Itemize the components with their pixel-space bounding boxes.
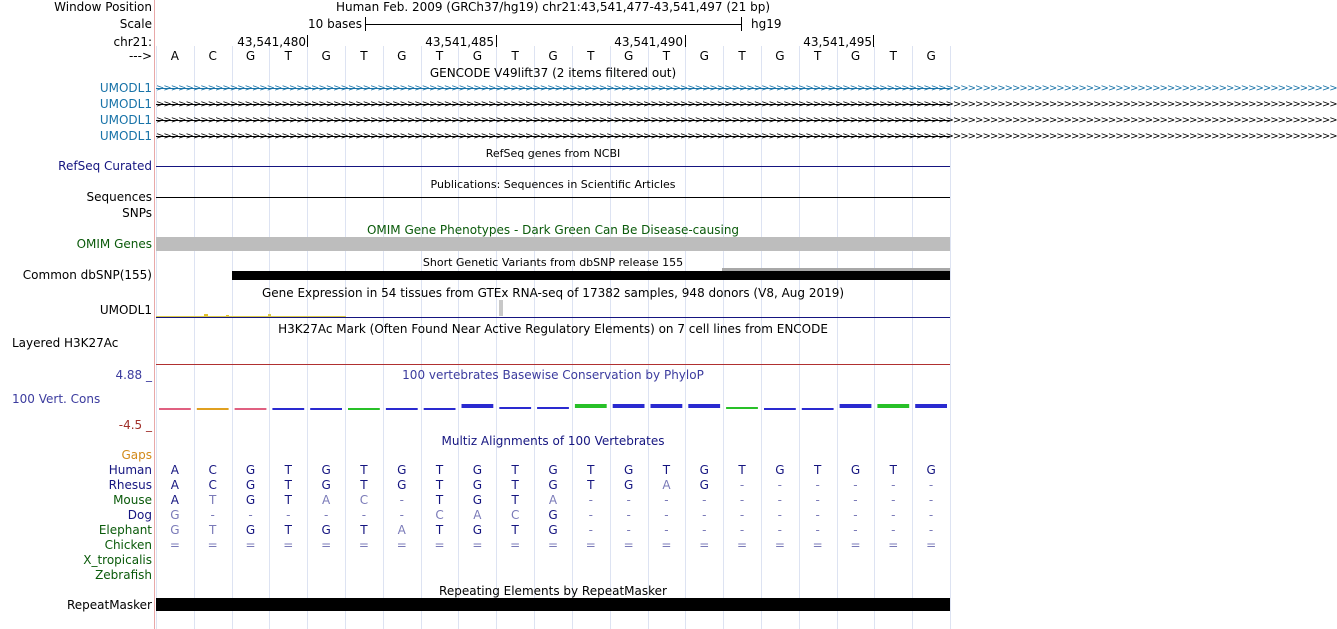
conservation-track-title[interactable]: 100 vertebrates Basewise Conservation by PhyloP: [402, 368, 704, 382]
alignment-base: -: [815, 493, 820, 507]
multiz-track-title[interactable]: Multiz Alignments of 100 Vertebrates: [441, 434, 665, 448]
alignment-base: -: [739, 493, 745, 507]
dbsnp-variant-bar[interactable]: [232, 271, 950, 280]
alignment-base: =: [661, 538, 672, 552]
alignment-base: T: [284, 493, 292, 507]
alignment-base: T: [360, 523, 368, 537]
alignment-base: =: [850, 538, 861, 552]
publications-track-title[interactable]: Publications: Sequences in Scientific Articles: [430, 178, 676, 191]
position-tick-mark: [873, 35, 874, 47]
alignment-base: T: [587, 478, 595, 492]
h3k27ac-track-title[interactable]: H3K27Ac Mark (Often Found Near Active Regulatory Elements) on 7 cell lines from ENCODE: [278, 322, 828, 336]
alignment-base: =: [510, 538, 521, 552]
omim-gene-bar[interactable]: [156, 237, 950, 251]
alignment-base: G: [245, 493, 256, 507]
alignment-base: =: [434, 538, 445, 552]
dbsnp-track-title[interactable]: Short Genetic Variants from dbSNP release 155: [422, 256, 684, 269]
alignment-base: G: [623, 478, 634, 492]
cons-max-label: 4.88 _: [115, 368, 152, 382]
alignment-base: -: [739, 508, 745, 522]
alignment-base: G: [775, 463, 785, 477]
species-label-x-tropicalis[interactable]: X_tropicalis: [83, 553, 152, 567]
conservation-score-bar: [877, 404, 909, 408]
dbsnp-track-label[interactable]: Common dbSNP(155): [22, 268, 152, 282]
alignment-base: -: [702, 493, 707, 507]
conservation-score-bar: [726, 407, 758, 409]
alignment-base: =: [888, 538, 899, 552]
alignment-base: -: [588, 508, 593, 522]
conservation-track-label[interactable]: 100 Vert. Cons: [12, 392, 101, 406]
reference-base: G: [699, 49, 709, 63]
species-label-mouse[interactable]: Mouse: [113, 493, 152, 507]
alignment-base: =: [169, 538, 180, 552]
alignment-base: -: [777, 478, 783, 492]
reference-base: T: [813, 49, 822, 63]
alignment-base: G: [472, 493, 483, 507]
reference-base: T: [738, 49, 746, 63]
alignment-base: -: [588, 493, 593, 507]
alignment-base: -: [739, 523, 745, 537]
alignment-base: G: [397, 478, 407, 492]
refseq-gene-line[interactable]: [156, 166, 950, 167]
reference-base: G: [926, 49, 936, 63]
alignment-base: -: [777, 508, 783, 522]
alignment-base: T: [360, 478, 368, 492]
reference-base: G: [775, 49, 785, 63]
gencode-gene-label[interactable]: UMODL1: [99, 81, 152, 95]
alignment-base: T: [662, 463, 671, 477]
species-label-zebrafish[interactable]: Zebrafish: [95, 568, 152, 582]
alignment-base: A: [322, 493, 331, 507]
chrom-label: chr21:: [113, 35, 152, 49]
alignment-base: -: [664, 508, 669, 522]
alignment-base: G: [850, 463, 861, 477]
alignment-base: -: [739, 478, 745, 492]
conservation-plot[interactable]: [156, 398, 950, 416]
alignment-base: T: [435, 478, 444, 492]
alignment-base: T: [889, 463, 897, 477]
alignment-base: G: [472, 523, 483, 537]
gencode-strand-arrows[interactable]: >>>>>>>>>>>>>>>>>>>>>>>>>>>>>>>>>>>>>>>>>>>>>>>>>>>>>>>>>>>>>>>>>>>>>>>>>>>>>>>>>>>>>>>>>>>>>>>>>>>>>>>>>>>>>>>>>>>>>>>>>>>>>>>>>>>>>>>>>>>>>>>>>>>>>>>>>>>>>>>>: [156, 115, 1337, 126]
conservation-score-bar: [424, 408, 456, 410]
alignment-base: T: [435, 463, 444, 477]
alignment-base: G: [245, 523, 256, 537]
alignment-base: G: [548, 523, 558, 537]
position-tick: 43,541,490: [614, 35, 683, 49]
refseq-track-title[interactable]: RefSeq genes from NCBI: [485, 147, 621, 160]
reference-base: T: [284, 49, 292, 63]
alignment-base: -: [626, 493, 631, 507]
alignment-base: A: [170, 493, 179, 507]
conservation-score-bar: [575, 404, 607, 408]
alignment-base: A: [473, 508, 482, 522]
alignment-base: -: [702, 508, 707, 522]
h3k27ac-baseline: [156, 364, 950, 365]
alignment-base: -: [626, 523, 631, 537]
omim-track-title[interactable]: OMIM Gene Phenotypes - Dark Green Can Be Disease-causing: [366, 223, 740, 237]
alignment-base: A: [170, 478, 179, 492]
alignment-base: -: [928, 508, 934, 522]
alignment-base: =: [283, 538, 294, 552]
alignment-base: =: [585, 538, 596, 552]
alignment-base: -: [399, 508, 404, 522]
position-tick-mark: [685, 35, 686, 47]
alignment-base: T: [209, 523, 217, 537]
alignment-base: G: [321, 523, 331, 537]
alignment-base: G: [245, 463, 256, 477]
alignment-base: =: [358, 538, 369, 552]
alignment-base: G: [548, 478, 558, 492]
alignment-base: -: [777, 493, 783, 507]
window-position-label: Window Position: [54, 0, 152, 14]
alignment-base: =: [472, 538, 483, 552]
gencode-strand-arrows[interactable]: >>>>>>>>>>>>>>>>>>>>>>>>>>>>>>>>>>>>>>>>>>>>>>>>>>>>>>>>>>>>>>>>>>>>>>>>>>>>>>>>>>>>>>>>>>>>>>>>>>>>>>>>>>>>>>>>>>>>>>>>>>>>>>>>>>>>>>>>>>>>>>>>>>>>>>>>>>>>>>>>: [156, 131, 1337, 142]
alignment-base: -: [815, 478, 820, 492]
reference-base: T: [587, 49, 595, 63]
alignment-base: -: [664, 493, 669, 507]
gencode-gene-label[interactable]: UMODL1: [99, 97, 152, 111]
assembly-label: hg19: [751, 17, 782, 31]
conservation-score-bar: [272, 408, 304, 410]
reference-base: G: [472, 49, 483, 63]
repeat-element-bar[interactable]: [156, 598, 950, 611]
scale-bar-right-tick: [741, 17, 742, 31]
alignment-base: T: [435, 523, 444, 537]
alignment-base: T: [587, 463, 595, 477]
alignment-base: C: [359, 493, 369, 507]
position-tick: 43,541,480: [237, 35, 306, 49]
alignment-base: -: [928, 493, 934, 507]
gencode-track-title[interactable]: GENCODE V49lift37 (2 items filtered out): [429, 66, 677, 80]
gencode-gene-label[interactable]: UMODL1: [99, 129, 152, 143]
reference-base: T: [662, 49, 671, 63]
alignment-base: G: [926, 463, 936, 477]
reference-base: G: [623, 49, 634, 63]
species-label-dog[interactable]: Dog: [127, 508, 152, 522]
position-tick: 43,541,495: [803, 35, 872, 49]
species-label-gaps[interactable]: Gaps: [121, 448, 152, 462]
alignment-base: T: [511, 463, 519, 477]
alignment-base: -: [891, 493, 896, 507]
alignment-base: A: [170, 463, 179, 477]
alignment-base: A: [548, 493, 558, 507]
alignment-base: C: [208, 478, 217, 492]
label-divider: [154, 0, 155, 629]
alignment-base: T: [284, 478, 292, 492]
alignment-base: =: [396, 538, 407, 552]
repeatmasker-track-label[interactable]: RepeatMasker: [66, 598, 152, 612]
alignment-base: -: [815, 523, 820, 537]
alignment-base: T: [511, 478, 519, 492]
conservation-score-bar: [499, 407, 531, 409]
alignment-base: =: [774, 538, 785, 552]
species-label-chicken[interactable]: Chicken: [104, 538, 152, 552]
conservation-score-bar: [651, 404, 683, 408]
alignment-base: -: [928, 478, 934, 492]
alignment-base: C: [435, 508, 444, 522]
alignment-base: G: [321, 478, 331, 492]
conservation-score-bar: [310, 408, 342, 410]
gtex-track-label[interactable]: UMODL1: [99, 303, 152, 317]
alignment-base: =: [207, 538, 218, 552]
alignment-base: G: [321, 463, 331, 477]
scale-bar: [365, 24, 742, 25]
alignment-base: C: [510, 508, 520, 522]
alignment-base: T: [738, 463, 746, 477]
alignment-base: G: [548, 463, 558, 477]
conservation-score-bar: [348, 408, 380, 410]
alignment-base: T: [284, 523, 292, 537]
alignment-base: -: [361, 508, 367, 522]
alignment-base: -: [588, 523, 593, 537]
conservation-score-bar: [386, 408, 418, 410]
reference-base: G: [548, 49, 558, 63]
alignment-base: -: [928, 523, 934, 537]
alignment-base: A: [397, 523, 406, 537]
alignment-base: -: [626, 508, 631, 522]
alignment-base: A: [662, 478, 671, 492]
cons-min-label: -4.5 _: [118, 418, 152, 432]
gtex-track-title[interactable]: Gene Expression in 54 tissues from GTEx RNA-seq of 17382 samples, 948 donors (V8, Aug 2019): [261, 286, 845, 300]
alignment-base: =: [547, 538, 559, 552]
alignment-base: -: [286, 508, 291, 522]
conservation-score-bar: [764, 408, 796, 410]
reference-base: A: [170, 49, 179, 63]
alignment-base: T: [360, 463, 368, 477]
reference-base: G: [321, 49, 331, 63]
species-label-elephant[interactable]: Elephant: [98, 523, 152, 537]
conservation-score-bar: [462, 404, 494, 408]
sequences-track-label[interactable]: Sequences: [86, 190, 152, 204]
alignment-base: =: [321, 538, 332, 552]
alignment-base: T: [209, 493, 217, 507]
alignment-base: =: [699, 538, 710, 552]
conservation-score-bar: [159, 408, 191, 410]
gencode-strand-arrows[interactable]: >>>>>>>>>>>>>>>>>>>>>>>>>>>>>>>>>>>>>>>>>>>>>>>>>>>>>>>>>>>>>>>>>>>>>>>>>>>>>>>>>>>>>>>>>>>>>>>>>>>>>>>>>>>>>>>>>>>>>>>>>>>>>>>>>>>>>>>>>>>>>>>>>>>>>>>>>>>>>>>>: [156, 99, 1337, 110]
alignment-base: -: [891, 508, 896, 522]
alignment-base: G: [699, 463, 709, 477]
reference-base: G: [397, 49, 407, 63]
scale-left-text: 10 bases: [308, 17, 362, 31]
conservation-score-bar: [235, 408, 267, 410]
alignment-base: T: [511, 523, 519, 537]
alignment-base: G: [472, 463, 483, 477]
alignment-base: =: [245, 538, 256, 552]
conservation-score-bar: [537, 407, 569, 409]
alignment-base: G: [170, 523, 180, 537]
reference-base: G: [245, 49, 256, 63]
conservation-score-bar: [688, 404, 720, 408]
reference-base: G: [850, 49, 861, 63]
publications-line[interactable]: [156, 197, 950, 198]
alignment-base: G: [472, 478, 483, 492]
alignment-base: -: [891, 478, 896, 492]
species-label-rhesus[interactable]: Rhesus: [108, 478, 152, 492]
alignment-base: =: [812, 538, 823, 552]
alignment-base: T: [813, 463, 822, 477]
reference-base: T: [435, 49, 444, 63]
alignment-base: -: [891, 523, 896, 537]
alignment-base: =: [926, 538, 937, 552]
alignment-base: -: [853, 523, 858, 537]
alignment-base: -: [702, 523, 707, 537]
conservation-score-bar: [197, 408, 229, 410]
alignment-base: T: [435, 493, 444, 507]
conservation-score-bar: [613, 404, 645, 408]
window-position-text: Human Feb. 2009 (GRCh37/hg19) chr21:43,541,477-43,541,497 (21 bp): [335, 0, 770, 14]
h3k27ac-track-label[interactable]: Layered H3K27Ac: [12, 336, 119, 350]
alignment-base: -: [815, 508, 820, 522]
reference-base: T: [360, 49, 368, 63]
position-tick-mark: [307, 35, 308, 47]
alignment-base: G: [397, 463, 407, 477]
alignment-base: C: [208, 463, 217, 477]
alignment-base: -: [664, 523, 669, 537]
reference-base: T: [889, 49, 897, 63]
omim-track-label[interactable]: OMIM Genes: [76, 237, 152, 251]
reference-base: C: [208, 49, 217, 63]
alignment-base: =: [737, 538, 748, 552]
alignment-base: G: [623, 463, 634, 477]
alignment-base: -: [210, 508, 215, 522]
reference-base: T: [511, 49, 519, 63]
position-tick: 43,541,485: [425, 35, 494, 49]
alignment-base: G: [245, 478, 256, 492]
conservation-score-bar: [840, 404, 872, 408]
conservation-score-bar: [915, 404, 947, 408]
alignment-base: -: [853, 493, 858, 507]
alignment-base: G: [699, 478, 709, 492]
gencode-gene-label[interactable]: UMODL1: [99, 113, 152, 127]
species-label-human[interactable]: Human: [108, 463, 152, 477]
scale-bar-left-tick: [365, 17, 366, 31]
alignment-base: =: [623, 538, 634, 552]
strand-arrow-label: --->: [128, 49, 152, 63]
refseq-track-label[interactable]: RefSeq Curated: [58, 159, 152, 173]
conservation-score-bar: [802, 408, 834, 410]
alignment-base: T: [284, 463, 292, 477]
gtex-expression-plot[interactable]: [156, 300, 950, 320]
position-tick-mark: [496, 35, 497, 47]
alignment-base: -: [777, 523, 783, 537]
repeatmasker-track-title[interactable]: Repeating Elements by RepeatMasker: [439, 584, 667, 598]
alignment-base: -: [399, 493, 404, 507]
alignment-base: G: [548, 508, 558, 522]
snps-track-label[interactable]: SNPs: [122, 206, 152, 220]
alignment-base: -: [248, 508, 253, 522]
alignment-base: T: [511, 493, 519, 507]
alignment-base: -: [853, 508, 858, 522]
alignment-base: -: [853, 478, 858, 492]
alignment-base: -: [323, 508, 329, 522]
gencode-strand-arrows[interactable]: >>>>>>>>>>>>>>>>>>>>>>>>>>>>>>>>>>>>>>>>>>>>>>>>>>>>>>>>>>>>>>>>>>>>>>>>>>>>>>>>>>>>>>>>>>>>>>>>>>>>>>>>>>>>>>>>>>>>>>>>>>>>>>>>>>>>>>>>>>>>>>>>>>>>>>>>>>>>>>>>: [156, 83, 1337, 94]
scale-label: Scale: [119, 17, 152, 31]
alignment-base: G: [170, 508, 180, 522]
